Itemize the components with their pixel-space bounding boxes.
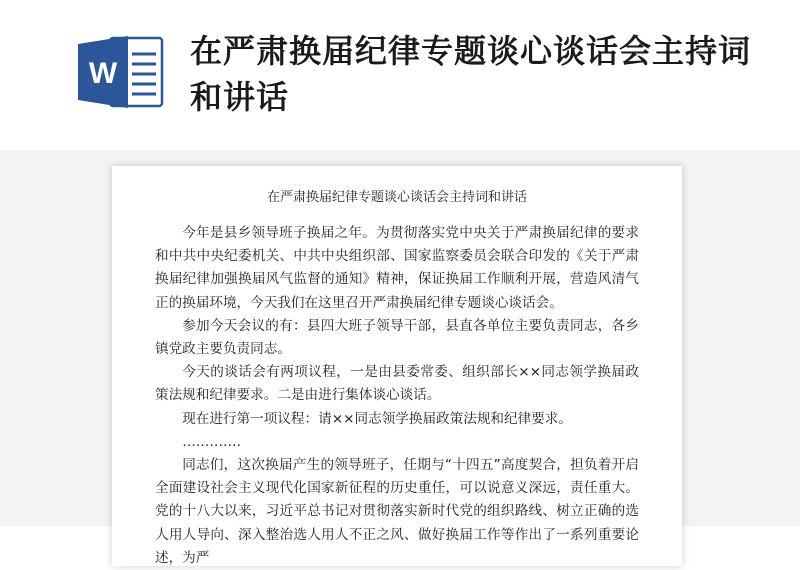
document-page [112,166,682,566]
document-title: 在严肃换届纪律专题谈心谈话会主持词和讲话 [190,32,752,116]
word-document-icon [76,32,164,112]
paragraph: 参加今天会议的有：县四大班子领导干部，县直各单位主要负责同志，各乡镇党政主要负责同志。 [155,317,639,358]
body-text [155,222,639,570]
paragraph-ellipsis: …………. [182,433,241,450]
page-heading: 在严肃换届纪律专题谈心谈话会主持词和讲话 [266,190,527,205]
paragraph: 今天的谈话会有两项议程，一是由县委常委、组织部长××同志领学换届政策法规和纪律要求。二是由进行集体谈心谈话。 [155,364,639,404]
paragraph: 今年是县乡领导班子换届之年。为贯彻落实党中央关于严肃换届纪律的要求和中共中央纪委机关、中共中央组织部、国家监察委员会联合印发的《关于严肃换届纪律加强换届风气监督的通知》精神，保证换届工作顺利开展，营造风清气正的换届环境，今天我们在这里召开严肃换届纪律专题谈心谈话会。 [155,225,639,311]
word-icon-letter: W [88,57,118,90]
paragraph: 现在进行第一项议程：请××同志领学换届政策法规和纪律要求。 [182,410,572,427]
paragraph: 同志们，这次换届产生的领导班子，任期与“十四五”高度契合，担负着开启全面建设社会主义现代化国家新征程的历史重任，可以说意义深远，责任重大。党的十八大以来，习近平总书记对贯彻落实新时代党的组织路线、树立正确的选人用人导向、深入整治选人用人不正之风、做好换届工作等作出了一系列重要论述，为严 [155,457,639,566]
header-banner [0,0,800,150]
